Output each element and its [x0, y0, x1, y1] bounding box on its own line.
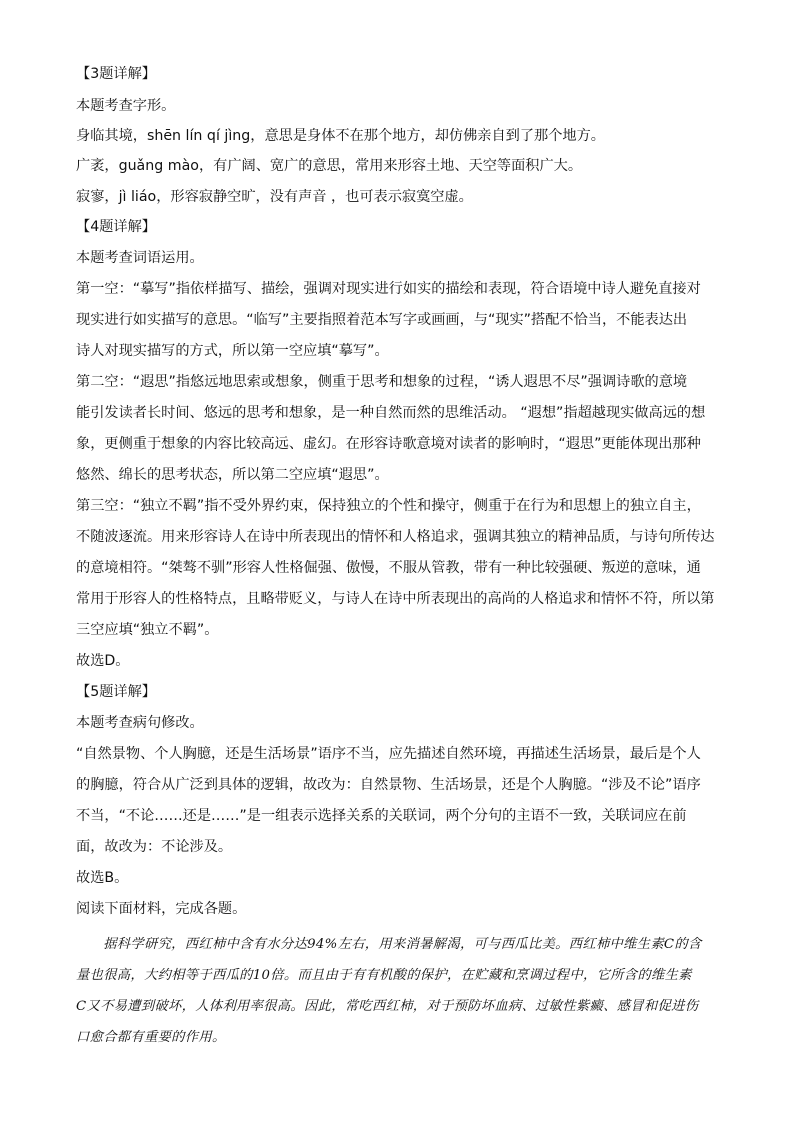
passage-line: 据科学研究，西红柿中含有水分达94%左右，用来消暑解渴，可与西瓜比美。西红柿中维生素C的含 — [76, 937, 702, 952]
text-line: 本题考查词语运用。 — [76, 250, 204, 266]
question-4-heading: 【4题详解】 — [76, 219, 156, 235]
text-line: 不随波逐流。用来形容诗人在诗中所表现出的情怀和人格追求，强调其独立的精神品质，与诗句所传达 — [76, 529, 715, 545]
instruction-line: 阅读下面材料，完成各题。 — [76, 901, 247, 917]
passage-line: C又不易遭到破坏，人体利用率很高。因此，常吃西红柿，对于预防坏血病、过敏性紫癜、感冒和促进伤 — [76, 999, 699, 1014]
text-line: 第三空：“独立不羁”指不受外界约束，保持独立的个性和操守，侧重于在行为和思想上的独立自主， — [76, 498, 701, 514]
text-line: 的意境相符。“桀骜不驯”形容人性格倔强、傲慢，不服从管教，带有一种比较强硬、叛逆的意味，通 — [76, 560, 701, 576]
text-line: 不当，“不论……还是……”是一组表示选择关系的关联词，两个分句的主语不一致，关联词应在前 — [76, 808, 687, 824]
text-line: 本题考查病句修改。 — [76, 715, 204, 731]
passage-line: 口愈合都有重要的作用。 — [76, 1030, 226, 1045]
text-line: 本题考查字形。 — [76, 98, 176, 114]
answer-line: 故选B。 — [76, 870, 129, 886]
text-line: 三空应填“独立不羁”。 — [76, 622, 219, 638]
text-line: 寂寥，jì liáo，形容寂静空旷，没有声音 ，也可表示寂寞空虚。 — [76, 189, 473, 205]
text-line: 象，更侧重于想象的内容比较高远、虚幻。在形容诗歌意境对读者的影响时，“遐思”更能体现出那种 — [76, 436, 701, 452]
question-5-heading: 【5题详解】 — [76, 684, 156, 700]
text-line: 身临其境，shēn lín qí jìng，意思是身体不在那个地方，却仿佛亲自到了那个地方。 — [76, 128, 605, 144]
text-line: “自然景物、个人胸臆，还是生活场景”语序不当，应先描述自然环境，再描述生活场景，最后是个人 — [76, 746, 701, 762]
text-line: 常用于形容人的性格特点，且略带贬义，与诗人在诗中所表现出的高尚的人格追求和情怀不符，所以第 — [76, 591, 715, 607]
passage-line: 量也很高，大约相等于西瓜的10倍。而且由于有有机酸的保护，在贮藏和烹调过程中，它所含的维生素 — [76, 968, 692, 983]
text-line: 广袤，guǎng mào，有广阔、宽广的意思，常用来形容土地、天空等面积广大。 — [76, 158, 583, 174]
question-3-heading: 【3题详解】 — [76, 66, 156, 82]
text-line: 能引发读者长时间、悠远的思考和想象，是一种自然而然的思维活动。 “遐想”指超越现实做高远的想 — [76, 405, 706, 421]
text-line: 第一空：“摹写”指依样描写、描绘，强调对现实进行如实的描绘和表现，符合语境中诗人避免直接对 — [76, 281, 701, 297]
text-line: 诗人对现实描写的方式，所以第一空应填“摹写”。 — [76, 343, 389, 359]
text-line: 的胸臆，符合从广泛到具体的逻辑，故改为：自然景物、生活场景，还是个人胸臆。“涉及不论”语序 — [76, 777, 701, 793]
text-line: 第二空：“遐思”指悠远地思索或想象，侧重于思考和想象的过程，“诱人遐思不尽”强调诗歌的意境 — [76, 374, 688, 390]
answer-line: 故选D。 — [76, 653, 130, 669]
text-line: 悠然、绵长的思考状态，所以第二空应填“遐思”。 — [76, 467, 389, 483]
text-line: 面，故改为：不论涉及。 — [76, 839, 233, 855]
text-line: 现实进行如实描写的意思。“临写”主要指照着范本写字或画画，与“现实”搭配不恰当，不能表达出 — [76, 312, 688, 328]
